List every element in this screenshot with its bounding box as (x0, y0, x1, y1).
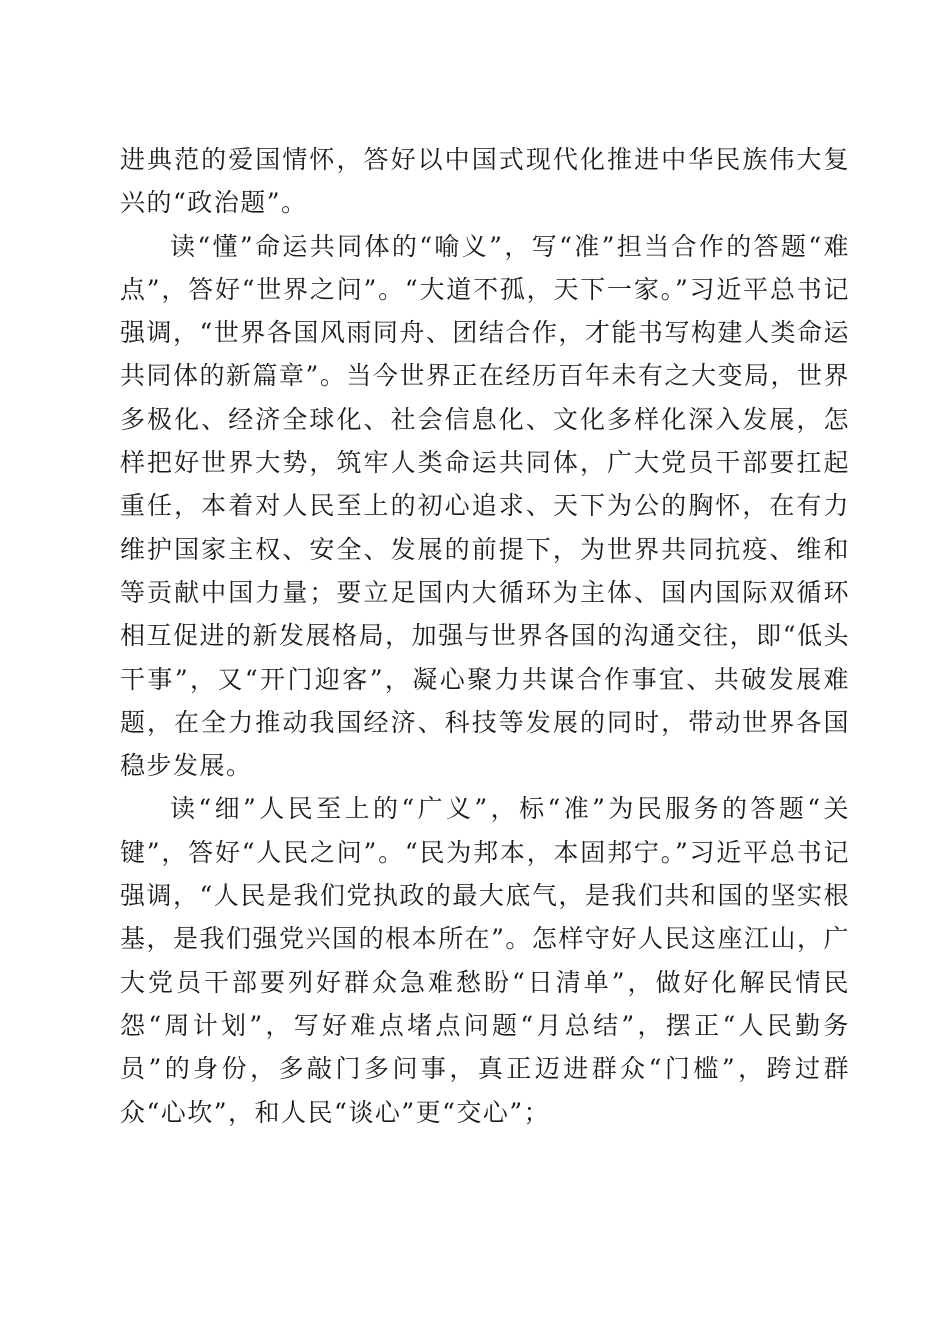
paragraph-people-first: 读“细”人民至上的“广义”，标“准”为民服务的答题“关键”，答好“人民之问”。“民为邦本，本固邦宁。”习近平总书记强调，“人民是我们党执政的最大底气，是我们共和国的坚实根基，是我们强党兴国的根本所在”。怎样守好人民这座江山，广大党员干部要列好群众急难愁盼“日清单”，做好化解民情民怨“周计划”，写好难点堵点问题“月总结”，摆正“人民勤务员”的身份，多敲门多问事，真正迈进群众“门槛”，跨过群众“心坎”，和人民“谈心”更“交心”； (120, 794, 850, 1127)
paragraph-community-of-shared-future: 读“懂”命运共同体的“喻义”，写“准”担当合作的答题“难点”，答好“世界之问”。“大道不孤，天下一家。”习近平总书记强调，“世界各国风雨同舟、团结合作，才能书写构建人类命运共同体的新篇章”。当今世界正在经历百年未有之大变局，世界多极化、经济全球化、社会信息化、文化多样化深入发展，怎样把好世界大势，筑牢人类命运共同体，广大党员干部要扛起重任，本着对人民至上的初心追求、天下为公的胸怀，在有力维护国家主权、安全、发展的前提下，为世界共同抗疫、维和等贡献中国力量；要立足国内大循环为主体、国内国际双循环相互促进的新发展格局，加强与世界各国的沟通交往，即“低头干事”，又“开门迎客”，凝心聚力共谋合作事宜、共破发展难题，在全力推动我国经济、科技等发展的同时，带动世界各国稳步发展。 (120, 231, 850, 781)
body-text (120, 138, 850, 1134)
paragraph-continuation: 进典范的爱国情怀，答好以中国式现代化推进中华民族伟大复兴的“政治题”。 (120, 145, 850, 218)
